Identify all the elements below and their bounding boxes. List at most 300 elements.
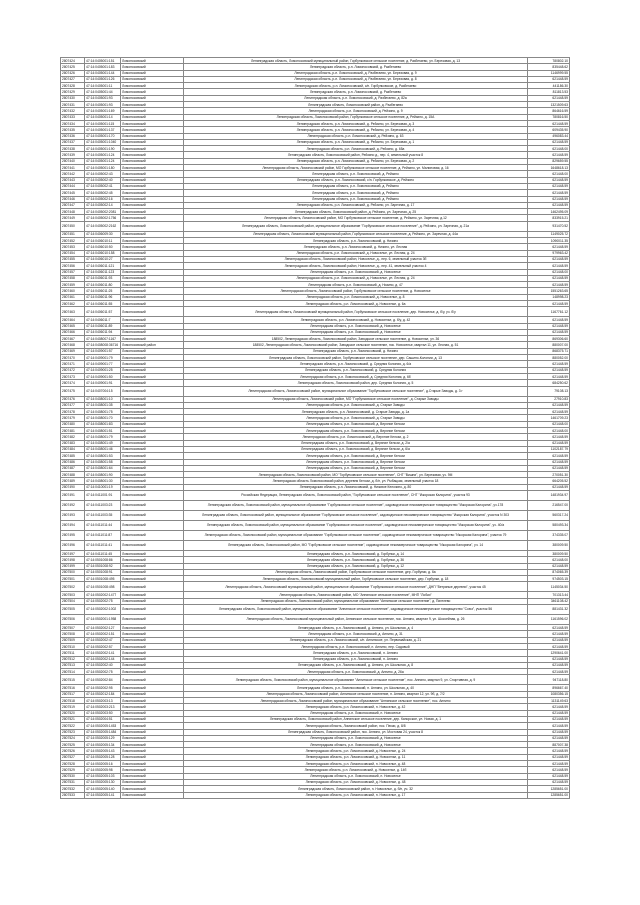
cadastral-number: 47:14:0411011:41 (85, 541, 121, 551)
table-row (61, 511, 570, 521)
address-text: Ленинградская область, р-н. Ломоносовский, д. Рейзино (184, 190, 528, 196)
district-name: Ломоносовский (121, 323, 184, 329)
cadastral-value: 621448.59 (528, 631, 570, 637)
district-name: Ломоносовский (121, 275, 184, 281)
address-text: Ленинградская область, р-н. Ломоносовский, д. Верхние Келози, д. 2/а (184, 440, 528, 446)
cadastral-value: 216547.00 (528, 501, 570, 511)
table-row (61, 521, 570, 531)
cadastral-value: 947118.80 (528, 675, 570, 685)
row-number: 2807478 (61, 409, 85, 415)
cadastral-number: 47:14:0502005:130 (85, 779, 121, 785)
row-number: 2807528 (61, 761, 85, 767)
cadastral-number: 47:14:0405001:124 (85, 158, 121, 164)
address-text: Ленинградская область, Ломоносовский район, дер. Средняя Колония, д. 5 (184, 380, 528, 386)
address-text: Ленинградская область, Ломоносовский район, муниципальное образование "Горбунковское сельское поселение", д. Рейзино, ул. Заречная, д. 21а (184, 221, 528, 231)
row-number: 2807501 (61, 576, 85, 582)
cadastral-value: 621448.59 (528, 625, 570, 631)
address-text: Ленинградская область, Ломоносовский район, МО "Горбунковское сельское поселение", д. Старые Заводы (184, 396, 528, 402)
district-name: Ломоносовский (121, 792, 184, 798)
cadastral-value: 811813.53 (528, 89, 570, 95)
address-text: Ленинградская область Ломоносовский район, деревня Келози, д. б/н, ул. Рыбацкая, земельный участок 18 (184, 478, 528, 484)
row-number: 2807531 (61, 779, 85, 785)
cadastral-value: 621448.59 (528, 202, 570, 208)
district-name: Ломоносовский (121, 710, 184, 716)
cadastral-number: 47:14:0411001:91 (85, 491, 121, 501)
row-number: 2807429 (61, 89, 85, 95)
row-number: 2807525 (61, 742, 85, 748)
address-text: Ленинградская область, р-н. Ломоносовский, д. Новоселье, д. 14б (184, 767, 528, 773)
cadastral-number: 47:14:0405001:170 (85, 133, 121, 139)
address-text: Ленинградская область, р-н. Ломоносовский, д. Горбунки, д. 14 (184, 551, 528, 557)
district-name: Ломоносовский (121, 531, 184, 541)
address-text: Ленинградская область, р-н. Ломоносовский, д. Рейзино, ул. Березовая, д. 2 (184, 158, 528, 164)
cadastral-value: 868375.71 (528, 348, 570, 354)
district-name: Ломоносовский (121, 361, 184, 367)
row-number: 2807495 (61, 531, 85, 541)
row-number: 2807482 (61, 434, 85, 440)
district-name: Ломоносовский (121, 133, 184, 139)
cadastral-value: 780802.10 (528, 58, 570, 64)
cadastral-number: 47:14:0406010:27 (85, 256, 121, 262)
district-name: Ломоносовский (121, 70, 184, 76)
district-name: Ломоносовский (121, 127, 184, 133)
address-text: Ленинградская область, Ломоносовский муниципальный район, муниципальное образование "Горбунковское сельское поселение", ДНП "Ветряные деревни", участок 45 (184, 582, 528, 592)
cadastral-number: 47:14:0409001:50 (85, 373, 121, 379)
cadastral-number: 47:14:0405001:93 (85, 95, 121, 101)
row-number: 2807527 (61, 754, 85, 760)
row-number: 2807486 (61, 459, 85, 465)
cadastral-number: 47:14:0405002:2162 (85, 221, 121, 231)
cadastral-value: 869306.60 (528, 336, 570, 342)
address-text: Ленинградская область, р-н. Ломоносовский, д. Верхние Келози (184, 421, 528, 427)
address-text: Ленинградская область, Ломоносовский район, Аннинское сельское поселение, п. Аннино, квартал 12, ул. 9б, д. 7/2 (184, 691, 528, 697)
cadastral-number: 47:14:0502005:98 (85, 767, 121, 773)
cadastral-number: 47:14:0408001:70 (85, 415, 121, 421)
row-number: 2807514 (61, 669, 85, 675)
row-number: 2807488 (61, 472, 85, 478)
cadastral-number: 47:14:0502005:1484 (85, 729, 121, 735)
address-text: Ленинградская область, р-н. Ломоносовский, д. Рейзино, ул. Березовая, д. 1 (184, 139, 528, 145)
cadastral-number: 47:14:0408001:30 (85, 478, 121, 484)
district-name: Ломоносовский (121, 650, 184, 656)
district-name: Ломоносовский (121, 716, 184, 722)
row-number: 2807493 (61, 511, 85, 521)
row-number: 2807426 (61, 70, 85, 76)
cadastral-number: 47:14:0502001:1958 (85, 615, 121, 625)
district-name: Ломоносовский (121, 735, 184, 741)
row-number: 2807454 (61, 250, 85, 256)
row-number: 2807520 (61, 710, 85, 716)
cadastral-number: 47:14:0406011:57 (85, 307, 121, 317)
district-name: Ломоносовский (121, 102, 184, 108)
cadastral-value: 621448.59 (528, 754, 570, 760)
address-text: Ленинградская область, Ломоносовский район, д. Рейзино, ул. Заречная, д. 25 (184, 209, 528, 215)
address-text: Ленинградская область, Ломоносовский район, Горбунковское сельское поселение, дер. Горбунки, д. 6а (184, 569, 528, 575)
row-number: 2807451 (61, 231, 85, 237)
cadastral-number: 47:14:0406011:123 (85, 269, 121, 275)
row-number: 2807452 (61, 238, 85, 244)
district-name: Ломоносовский (121, 171, 184, 177)
cadastral-value: 621448.59 (528, 669, 570, 675)
row-number: 2807484 (61, 446, 85, 452)
cadastral-number: 47:14:0405001:115 (85, 120, 121, 126)
address-text: Ленинградская область, Ломоносовский район, муниципальное образование "Аннинское сельское поселение", садоводческое некоммерческое товарищество "Союз", участок 56 (184, 605, 528, 615)
district-name: Ломоносовский (121, 484, 184, 490)
row-number: 2807464 (61, 317, 85, 323)
cadastral-number: 47:14:0409001:77 (85, 361, 121, 367)
address-text: Ленинградская область, Ломоносовский район, пос. Аннино, ул. Мостовая 24, участок 8 (184, 729, 528, 735)
row-number: 2807472 (61, 367, 85, 373)
table-row (61, 675, 570, 685)
table-row (61, 531, 570, 541)
cadastral-value: 441186.30 (528, 83, 570, 89)
cadastral-number: 47:14:0408001:83 (85, 421, 121, 427)
row-number: 2807434 (61, 120, 85, 126)
district-name: Ломоносовский (121, 557, 184, 563)
cadastral-value: 621448.59 (528, 748, 570, 754)
cadastral-value: 496083.44 (528, 133, 570, 139)
row-number: 2807460 (61, 288, 85, 294)
row-number: 2807457 (61, 269, 85, 275)
district-name: Ломоносовский (121, 402, 184, 408)
district-name: Ломоносовский (121, 773, 184, 779)
row-number: 2807447 (61, 202, 85, 208)
cadastral-value: 621448.59 (528, 402, 570, 408)
cadastral-value: 621448.59 (528, 373, 570, 379)
cadastral-value-table (60, 57, 570, 799)
cadastral-number: 47:14:0408001:49 (85, 440, 121, 446)
district-name: Ломоносовский (121, 598, 184, 604)
row-number: 2807533 (61, 792, 85, 798)
address-text: Ленинградская область, р-н. Ломоносовский, д. Средняя Колония, д. 6/а (184, 361, 528, 367)
cadastral-value: 621448.59 (528, 643, 570, 649)
district-name: Ломоносовский (121, 576, 184, 582)
cadastral-number: 47:14:0502003:213 (85, 704, 121, 710)
cadastral-value: 621448.59 (528, 329, 570, 335)
row-number: 2807463 (61, 307, 85, 317)
row-number: 2807433 (61, 114, 85, 120)
district-name: Ломоносовский (121, 300, 184, 306)
cadastral-value: 621448.00 (528, 428, 570, 434)
cadastral-number: 47:14:0502005:1453 (85, 723, 121, 729)
cadastral-number: 47:14:0502005:140 (85, 786, 121, 792)
district-name: Ломоносовский (121, 761, 184, 767)
address-text: Ленинградская область, р-н. Ломоносовский, д. Новоселье (184, 269, 528, 275)
table-row (61, 582, 570, 592)
district-name: Ломоносовский (121, 729, 184, 735)
address-text: Ленинградская область, р-н. Ломоносовский, д. Низино (184, 348, 528, 354)
row-number: 2807440 (61, 158, 85, 164)
address-text: Ленинградская область, р-н. Ломоносовский, д. Верхние Келози (184, 428, 528, 434)
cadastral-number: 47:14:0405002:1756 (85, 215, 121, 221)
cadastral-number: 47:14:0406010:50 (85, 244, 121, 250)
cadastral-number: 47:14:0405002:16 (85, 196, 121, 202)
cadastral-value: 1481934.97 (528, 491, 570, 501)
address-text: Ленинградская область, р-н. Ломоносовский, п. Новоселье, д. 42 (184, 704, 528, 710)
cadastral-value: 864616.59 (528, 108, 570, 114)
cadastral-number: 47:14:0501008:86 (85, 557, 121, 563)
row-number: 2807461 (61, 294, 85, 300)
row-number: 2807459 (61, 282, 85, 288)
address-text: Ленинградская область, р-н. Ломоносовский, д. Новоселье, д. 48 (184, 779, 528, 785)
address-text: Ленинградская область, Ломоносовский район, п. Новоселье, д. б/н, уч. 32 (184, 786, 528, 792)
cadastral-number: 47:14:0408007:1167 (85, 336, 121, 342)
district-name: Ломоносовский (121, 779, 184, 785)
address-text: Ленинградская область, р-н. Ломоносовский, д. Старые Заводы (184, 402, 528, 408)
address-text: Ленинградская область, Ломоносовский муниципальный район, Горбунковское сельское поселение, д. Рейзино, ул. Заречная, д. 44а (184, 231, 528, 237)
cadastral-value: 780816.50 (528, 114, 570, 120)
address-text: Ленинградская область, р-н. Ломоносовский, д. Верхние Келози, д. 2 (184, 434, 528, 440)
row-number: 2807467 (61, 336, 85, 342)
district-name: Ломоносовский (121, 202, 184, 208)
cadastral-value: 580493.34 (528, 521, 570, 531)
address-text: Ленинградская область, Ломоносовский район, МО "Горбунковское сельское поселение", СНТ "Вишни", ул. Березовая, уч. 9М (184, 472, 528, 478)
address-text: Ленинградская область, р-н. Ломоносовский, д. Низино (184, 238, 528, 244)
cadastral-value: 835448.62 (528, 64, 570, 70)
row-number: 2807437 (61, 139, 85, 145)
cadastral-number: 47:14:0502002:95 (85, 685, 121, 691)
row-number: 2807485 (61, 453, 85, 459)
address-text: Ленинградская область, Ломоносовский район, муниципальное образование "Аннинское сельское поселение", пос. Аннино (184, 698, 528, 704)
row-number: 2807518 (61, 698, 85, 704)
row-number: 2807477 (61, 402, 85, 408)
address-text: Ленинградская область, р-н. Ломоносовский, д. Новоселье, д. 24 (184, 748, 528, 754)
district-name: Ломоносовский (121, 742, 184, 748)
district-name: Ломоносовский (121, 491, 184, 501)
district-name: Ломоносовский (121, 428, 184, 434)
cadastral-number: 47:14:0409001:25 (85, 367, 121, 373)
district-name: Ломоносовский (121, 380, 184, 386)
row-number: 2807529 (61, 767, 85, 773)
district-name: Ломоносовский (121, 440, 184, 446)
cadastral-value: 380009.50 (528, 541, 570, 551)
row-number: 2807442 (61, 171, 85, 177)
cadastral-number: 47:14:0502005:134 (85, 742, 121, 748)
table-row (61, 491, 570, 501)
row-number: 2807425 (61, 64, 85, 70)
cadastral-number: 47:14:0405002:41 (85, 183, 121, 189)
cadastral-value: 887007.38 (528, 742, 570, 748)
district-name: Ломоносовский (121, 256, 184, 262)
address-text: Российская Федерация, Ленинградская область, Ломоносовский район, "Горбунковское сельское поселение", СНТ "Ижорская Калорина", участок 93 (184, 491, 528, 501)
address-text: Ленинградская область, р-н. Ломоносовский, д. Старые Заводы (184, 415, 528, 421)
cadastral-value: 1461709.23 (528, 415, 570, 421)
table-row (61, 307, 570, 317)
address-text: Ленинградская область, Ломоносовский муниципальный район, Аннинское сельское поселение, пос. Аннино, квартал 9, ул. Шоссейная, д. 26 (184, 615, 528, 625)
address-text: Ленинградская область, Ломоносовский район, Рейзино д., пер. 4, земельный участок 8 (184, 152, 528, 158)
address-text: Ленинградская область, Ломоносовский район, МО Горбунковское сельское поселение, д. Рейзино, ул. Малиновая, д. 16 (184, 165, 528, 171)
district-name: Ломоносовский (121, 263, 184, 269)
cadastral-number: 47:14:0408001:35 (85, 402, 121, 408)
cadastral-number: 47:14:0408001:64 (85, 465, 121, 471)
cadastral-value: 974503.15 (528, 576, 570, 582)
cadastral-number: 47:14:0411011:87 (85, 531, 121, 541)
address-text: Ленинградская область, р-н. Ломоносовский, д. Горбунки, д. 36 (184, 557, 528, 563)
district-name: Ломоносовский (121, 569, 184, 575)
cadastral-number: 47:14:0405001:180 (85, 165, 121, 171)
cadastral-number: 47:14:0502005:129 (85, 735, 121, 741)
district-name: Ломоносовский (121, 704, 184, 710)
address-text: Ленинградская область, Ломоносовский район, муниципальное образование "Горбунковское сельское поселение", садоводческое некоммерческое товарищество "Ижорская Калорина", участок 79 (184, 531, 528, 541)
row-number: 2807474 (61, 380, 85, 386)
cadastral-value: 380009.50 (528, 551, 570, 557)
cadastral-value: 621448.59 (528, 409, 570, 415)
cadastral-value: 621448.59 (528, 434, 570, 440)
cadastral-number: 47:14:0410001:19 (85, 484, 121, 490)
district-name: Ломоносовский (121, 95, 184, 101)
cadastral-value: 621448.59 (528, 767, 570, 773)
row-number: 2807438 (61, 146, 85, 152)
cadastral-number: 47:14:0405001:169 (85, 108, 121, 114)
row-number: 2807475 (61, 386, 85, 396)
row-number: 2807466 (61, 329, 85, 335)
address-text: Ленинградская область, р-н. Ломоносовский, д. Новоселье, ул. Лесная, д. 24 (184, 250, 528, 256)
address-text: Ленинградская область, р-н. Ломоносовский, д. Горбунки, д. 12 (184, 563, 528, 569)
cadastral-value: 1149025.72 (528, 231, 570, 237)
district-name: Ломоносовский (121, 409, 184, 415)
address-text: Ленинградская область, р-н. Ломоносовский, п. Новоселье (184, 773, 528, 779)
cadastral-value: 684250.62 (528, 380, 570, 386)
row-number: 2807471 (61, 361, 85, 367)
district-name: Ломоносовский (121, 146, 184, 152)
district-name: Ломоносовский (121, 196, 184, 202)
address-text: Ленинградская область, р-н. Ломоносовский, д. Новоселье (184, 742, 528, 748)
district-name: Ломоносовский (121, 605, 184, 615)
cadastral-value: 880052.00 (528, 355, 570, 361)
address-text: Ленинградская область, р-н. Ломоносовский, д. Разбегаево (184, 89, 528, 95)
address-text: Ленинградская область, р-н. Ломоносовский, д. Низино, д. 47 (184, 282, 528, 288)
district-name: Ломоносовский (121, 139, 184, 145)
cadastral-number: 47:14:0502005:143 (85, 748, 121, 754)
row-number: 2807508 (61, 631, 85, 637)
cadastral-number: 47:14:0502005:16 (85, 761, 121, 767)
cadastral-number: 47:14:0406011:80 (85, 282, 121, 288)
cadastral-number: 47:14:0405001:151 (85, 58, 121, 64)
cadastral-value: 621448.59 (528, 120, 570, 126)
row-number: 2807498 (61, 557, 85, 563)
district-name: Ломоносовский (121, 348, 184, 354)
cadastral-value: 1090011.35 (528, 238, 570, 244)
row-number: 2807509 (61, 637, 85, 643)
address-text: Ленинградская область, р-н. Ломоносовский, д. Новоселье, д. б/у, д. 42 (184, 317, 528, 323)
district-name: Ломоносовский (121, 478, 184, 484)
cadastral-value: 621448.59 (528, 453, 570, 459)
address-text: Ленинградская область, Ломоносовский район, Аннинское сельское поселение, дер. Капорское, ул. Новая, д. 1 (184, 716, 528, 722)
district-name: Ломоносовский (121, 582, 184, 592)
address-text: Ленинградская область, р-н. Ломоносовский, д. Разбегаево, д. 82а (184, 95, 528, 101)
address-text: Ленинградская область, р-н. Ломоносовский, с/п. Горбунковское, д. Рейзино (184, 177, 528, 183)
cadastral-value: 621448.00 (528, 269, 570, 275)
row-number: 2807502 (61, 582, 85, 592)
district-name: Ломоносовский (121, 221, 184, 231)
cadastral-value: 621448.59 (528, 323, 570, 329)
cadastral-value: 1161596.02 (528, 615, 570, 625)
cadastral-number: 47:14:0405001:44 (85, 89, 121, 95)
cadastral-number: 47:14:0411011:44 (85, 521, 121, 531)
district-name: Ломоносовский (121, 592, 184, 598)
address-text: Ленинградская область, р-н. Ломоносовский, д. Аннино, д. 31 (184, 631, 528, 637)
district-name: Ломоносовский (121, 675, 184, 685)
district-name: Ломоносовский (121, 294, 184, 300)
cadastral-value: 621448.59 (528, 465, 570, 471)
address-text: Ленинградская область, р-н. Ломоносовский, д. Средняя Колония, д. 6б (184, 373, 528, 379)
row-number: 2807444 (61, 183, 85, 189)
cadastral-value: 621448.00 (528, 146, 570, 152)
district-name: Ломоносовский (121, 329, 184, 335)
row-number: 2807522 (61, 723, 85, 729)
address-text: Ленинградская область, Ломоносовский район, МО Горбунковское сельское поселение, д. Рейзино, ул. Заречная, д.12 (184, 215, 528, 221)
cadastral-value: 621448.59 (528, 761, 570, 767)
cadastral-value: 374335.07 (528, 531, 570, 541)
cadastral-value: 621448.59 (528, 256, 570, 262)
cadastral-number: 47:14:0501008:495 (85, 576, 121, 582)
address-text: Ленинградская область, Ломоносовский район, Горбунковское сельское поселение, дер. Сашино-Колонии, д. 13 (184, 355, 528, 361)
district-name: Ломоносовский (121, 631, 184, 637)
address-text: Ленинградская область, р-н. Ломоносовский, д. Верхние Келози (184, 453, 528, 459)
district-name: Ломоносовский (121, 615, 184, 625)
district-name: Ломоносовский (121, 415, 184, 421)
district-name: Ломоносовский (121, 165, 184, 171)
row-number: 2807458 (61, 275, 85, 281)
cadastral-value: 1167761.12 (528, 307, 570, 317)
district-name: Ломоносовский (121, 685, 184, 691)
row-number: 2807530 (61, 773, 85, 779)
cadastral-number: 47:14:0405001:144 (85, 70, 121, 76)
district-name: Ломоносовский (121, 656, 184, 662)
cadastral-number: 47:14:0502002:75 (85, 669, 121, 675)
address-text: Ленинградская область, р-н. Ломоносовский, д. Рейзино, д. 65а (184, 146, 528, 152)
cadastral-number: 47:14:0406011:121 (85, 263, 121, 269)
address-text: 188502, Ленинградская область, Ломоносовский район, Заводское сельское поселение, д. Новоселье, ул. 36 (184, 336, 528, 342)
address-text: Ленинградская область, р-н. Ломоносовский, д. Разбегаево, ул. Березовая, д. 9 (184, 70, 528, 76)
row-number: 2807505 (61, 605, 85, 615)
cadastral-number: 47:14:0405002:43 (85, 171, 121, 177)
cadastral-value: 621448.00 (528, 171, 570, 177)
cadastral-number: 47:14:0406010:158 (85, 250, 121, 256)
address-text: Ленинградская область, Ломоносовский муниципальный район, Горбунковское сельское поселение, дер. Горбунки, д. 18 (184, 576, 528, 582)
cadastral-value: 1145034.50 (528, 582, 570, 592)
cadastral-value: 621448.59 (528, 440, 570, 446)
cadastral-number: 47:14:0409001:57 (85, 348, 121, 354)
row-number: 2807496 (61, 541, 85, 551)
cadastral-number: 47:14:0502003:13 (85, 698, 121, 704)
cadastral-value: 621448.59 (528, 710, 570, 716)
address-text: Ленинградская область, р-н. Ломоносовский, д. Новоселье (184, 329, 528, 335)
district-name: Ломоносовский (121, 120, 184, 126)
address-text: Ленинградская область, Ломоносовский район, муниципальное образование "Горбунковское сельское поселение", садоводческое некоммерческое товарищество "Ижорская Калорина", уч. 40/а (184, 521, 528, 531)
cadastral-number: 47:14:0406010:11 (85, 238, 121, 244)
row-number: 2807487 (61, 465, 85, 471)
cadastral-value: 609435.90 (528, 127, 570, 133)
cadastral-number: 47:14:0502002:151 (85, 631, 121, 637)
row-number: 2807443 (61, 177, 85, 183)
row-number: 2807515 (61, 675, 85, 685)
address-text: Ленинградская область, р-н. Ломоносовский, д. Аннино, ул. Школьная, д. 8 (184, 662, 528, 668)
row-number: 2807465 (61, 323, 85, 329)
row-number: 2807510 (61, 643, 85, 649)
address-text: Ленинградская область, р-н. Ломоносовский, с/п. Горбунковское, д. Разбегаево (184, 83, 528, 89)
address-text: Ленинградская область, Ломоносовский район, Новоселье, д., пер. 6, земельный участок 3б (184, 256, 528, 262)
row-number: 2807490 (61, 484, 85, 490)
cadastral-value: 621448.59 (528, 704, 570, 710)
cadastral-number: 47:14:0411003:35 (85, 511, 121, 521)
district-name: Ломоносовский (121, 336, 184, 342)
cadastral-number: 47:14:0406009:30 (85, 231, 121, 237)
row-number: 2807435 (61, 127, 85, 133)
cadastral-number: 47:14:0502002:1477 (85, 592, 121, 598)
district-name: Ломоносовский (121, 472, 184, 478)
row-number: 2807532 (61, 786, 85, 792)
